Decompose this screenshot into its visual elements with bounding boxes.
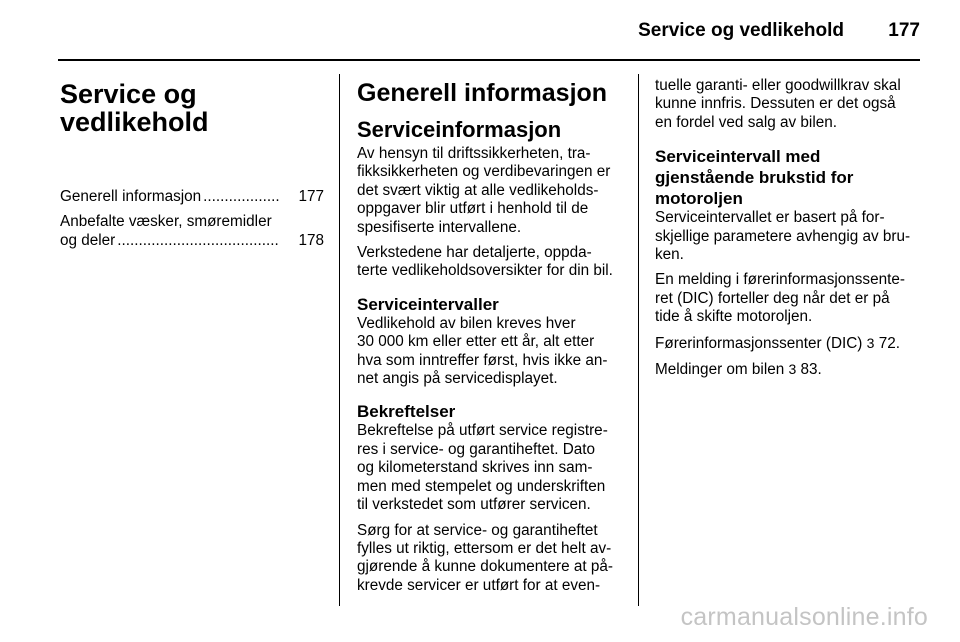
toc-entry[interactable] <box>60 213 324 250</box>
continued-paragraph: tuelle garanti- eller goodwillkrav skal kunne innfris. Dessuten er det også en fordel ved salg av bilen. <box>655 77 901 131</box>
vehicle-messages-reference[interactable]: Meldinger om bilen 3 83. <box>655 361 822 379</box>
confirmations-heading: Bekreftelser <box>357 402 456 422</box>
running-header-title: Service og vedlikehold <box>638 20 844 41</box>
toc-list <box>60 188 324 250</box>
toc-entry[interactable] <box>60 188 324 206</box>
oil-interval-paragraph-1: Serviceintervallet er basert på for- skjellige parametere avhengig av bru- ken. <box>655 209 911 264</box>
dic-reference[interactable]: Førerinformasjonssenter (DIC) 3 72. <box>655 334 900 352</box>
service-info-paragraph-1: Av hensyn til driftssikkerheten, tra- fikksikkerheten og verdibevaringen er det svært viktig at alle vedlikeholds- oppgaver blir utført i henhold til de spesifiserte intervallene. <box>357 145 611 236</box>
toc-label: Anbefalte væsker, smøremidler <box>60 213 272 231</box>
middle-column <box>357 79 639 602</box>
right-column <box>655 77 945 386</box>
toc-page: 178 <box>298 231 324 249</box>
toc-leader: ...................................... <box>117 231 279 249</box>
page-number: 177 <box>888 20 920 41</box>
page-reference-arrow-icon: 3 <box>866 334 875 351</box>
page-reference-arrow-icon: 3 <box>788 361 797 378</box>
toc-leader: .................. <box>203 188 280 205</box>
watermark: carmanualsonline.info <box>680 603 928 631</box>
column-divider-left <box>339 74 340 606</box>
intervals-heading: Serviceintervaller <box>357 294 499 314</box>
toc-label: Generell informasjon <box>60 188 202 205</box>
service-info-heading: Serviceinformasjon <box>357 117 562 142</box>
service-info-paragraph-2: Verkstedene har detaljerte, oppda- terte vedlikeholdsoversikter for din bil. <box>357 244 613 280</box>
section-title: Generell informasjon <box>357 79 608 107</box>
intervals-paragraph: Vedlikehold av bilen kreves hver 30 000 km eller etter ett år, alt etter hva som inntreffer først, hvis ikke an- net angis på servicedisplayet. <box>357 314 608 388</box>
toc-page: 177 <box>298 188 324 205</box>
confirmations-paragraph-1: Bekreftelse på utført service registre- res i service- og garantiheftet. Dato og kilometerstand skrives inn sam- men med stempelet og underskriften til verkstedet som utfører servicen. <box>357 422 608 514</box>
left-column <box>60 80 324 250</box>
chapter-title: Service og vedlikehold <box>60 79 209 137</box>
header-rule <box>58 59 920 61</box>
oil-interval-paragraph-2: En melding i førerinformasjonssente- ret (DIC) forteller deg når det er på tide å skifte motoroljen. <box>655 271 905 326</box>
oil-interval-heading: Serviceintervall med gjenstående brukstid for motoroljen <box>655 147 854 209</box>
toc-label: og deler <box>60 231 116 249</box>
confirmations-paragraph-2: Sørg for at service- og garantiheftet fylles ut riktig, ettersom er det helt av- gjørende å kunne dokumentere at på- krevde servicer er utført for at even- <box>357 521 613 594</box>
